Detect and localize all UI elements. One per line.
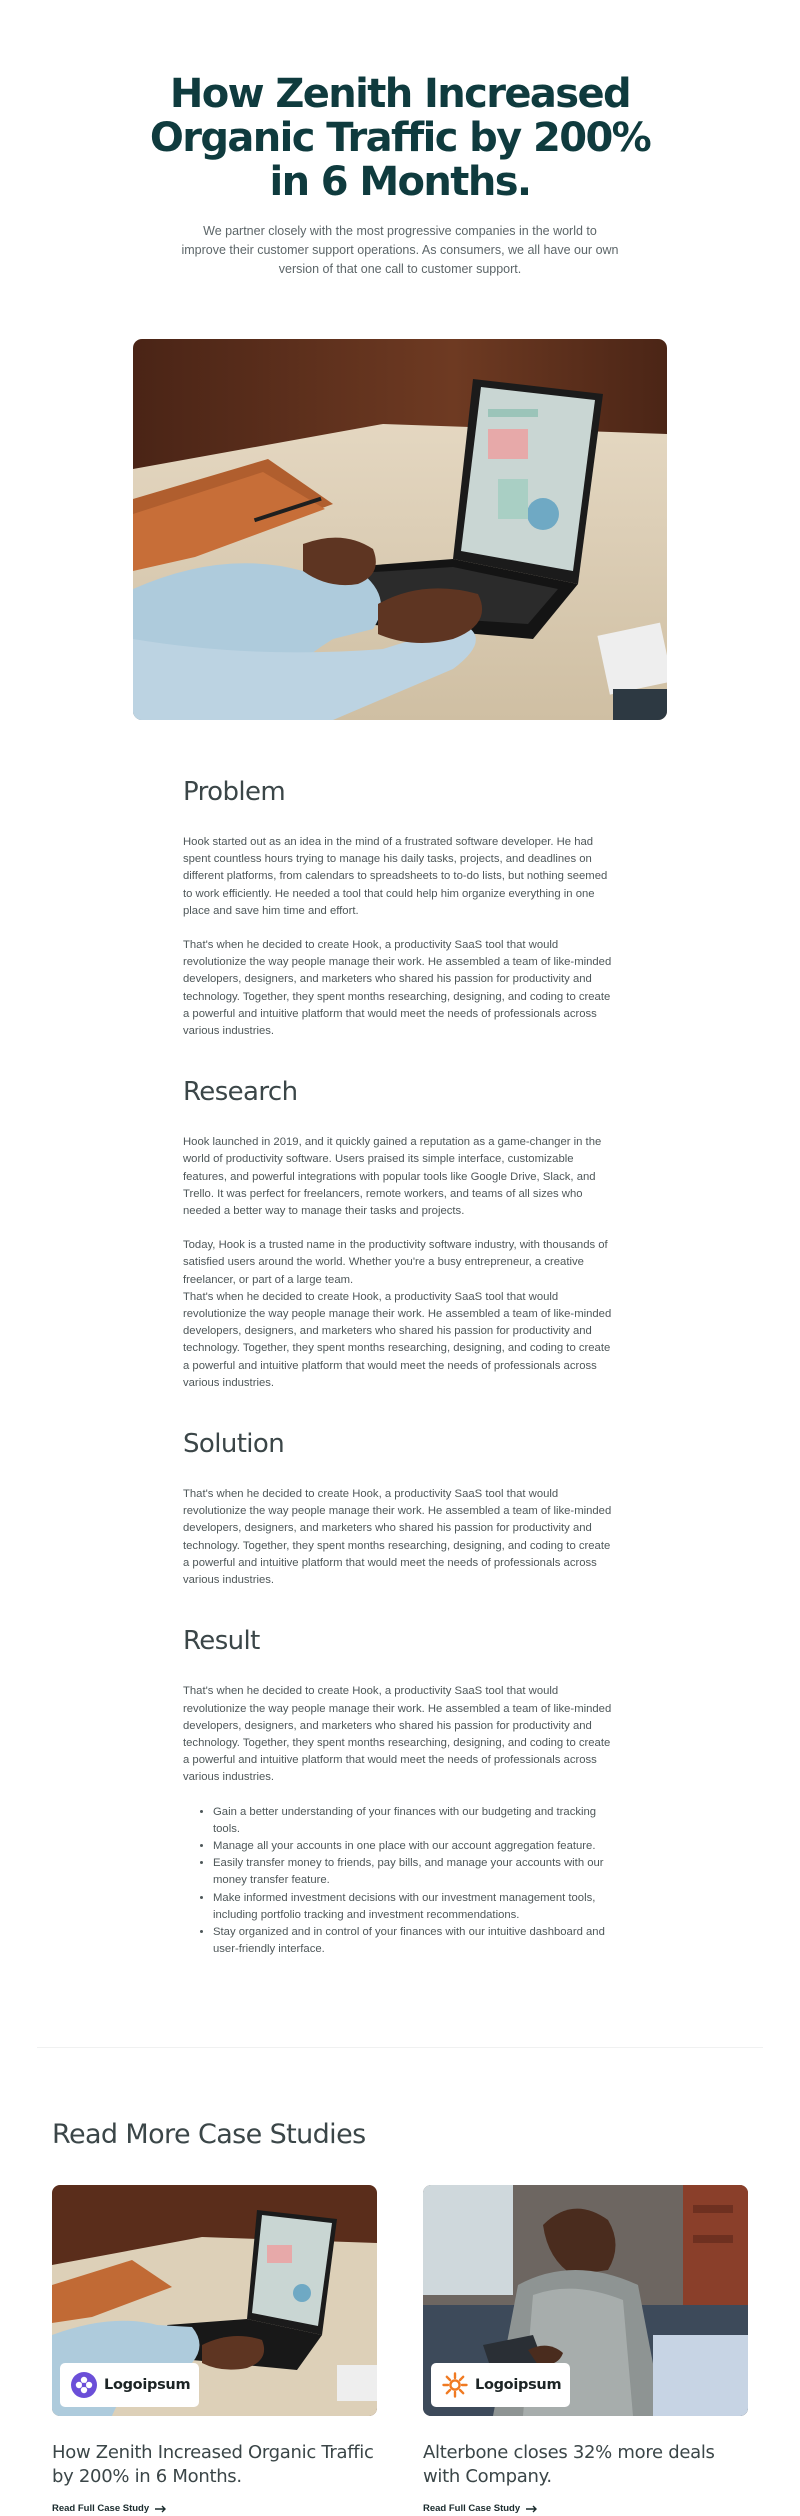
research-paragraph-2: Today, Hook is a trusted name in the productivity software industry, with thousands of satisfied users around the world. Whether you're a busy entrepreneur, a creative freelancer, or part of a large team. xyxy=(183,1239,608,1286)
purple-flower-logo-icon xyxy=(71,2372,97,2398)
case-study-content xyxy=(183,776,617,1958)
section-title-research: Research xyxy=(183,1077,298,1108)
logo-text: Logoipsum xyxy=(475,2377,562,2394)
problem-paragraph-1: Hook started out as an idea in the mind of a frustrated software developer. He had spent countless hours trying to manage his daily tasks, projects, and deadlines on different platforms, from calendars to spreadsheets to to-do lists, but nothing seemed to work efficiently. He needed a tool that could help him organize everything in one place and save him time and effort. xyxy=(183,836,608,917)
case-study-cards xyxy=(52,2185,748,2516)
solution-paragraph-1: That's when he decided to create Hook, a productivity SaaS tool that would revolutionize the way people manage their work. He assembled a team of like-minded developers, designers, and marketers who shared his passion for productivity and technology. Together, they spent months researching, designing, and coding to create a powerful and intuitive platform that would meet the needs of professionals across various industries. xyxy=(183,1488,612,1587)
case-study-card[interactable] xyxy=(423,2185,748,2516)
arrow-right-icon xyxy=(526,2505,538,2513)
list-item: • Easily transfer money to friends, pay bills, and manage your accounts with our money transfer feature. xyxy=(213,1855,617,1889)
hero-image-laptop-desk xyxy=(133,339,667,720)
link-label[interactable]: Read Full Case Study xyxy=(423,2503,521,2515)
link-label[interactable]: Read Full Case Study xyxy=(52,2503,150,2515)
section-title-solution: Solution xyxy=(183,1429,285,1460)
logo-badge xyxy=(431,2363,570,2407)
read-full-case-study-link[interactable] xyxy=(52,2503,167,2514)
problem-paragraph-2: That's when he decided to create Hook, a productivity SaaS tool that would revolutionize the way people manage their work. He assembled a team of like-minded developers, designers, and marketers who shared his passion for productivity and technology. Together, they spent months researching, designing, and coding to create a powerful and intuitive platform that would meet the needs of professionals across various industries. xyxy=(183,939,612,1038)
hero-section xyxy=(0,0,800,279)
list-item: • Stay organized and in control of your finances with our intuitive dashboard and user-friendly interface. xyxy=(213,1924,617,1958)
result-paragraph-1: That's when he decided to create Hook, a productivity SaaS tool that would revolutionize the way people manage their work. He assembled a team of like-minded developers, designers, and marketers who shared his passion for productivity and technology. Together, they spent months researching, designing, and coding to create a powerful and intuitive platform that would meet the needs of professionals across various industries. xyxy=(183,1685,612,1784)
section-divider xyxy=(37,2047,763,2048)
read-full-case-study-link[interactable] xyxy=(423,2503,538,2514)
logo-badge xyxy=(60,2363,199,2407)
more-case-studies-section xyxy=(52,2118,748,2516)
section-title-problem: Problem xyxy=(183,777,286,807)
card-image-woman-laptop[interactable] xyxy=(423,2185,748,2416)
result-bullet-list xyxy=(183,1804,617,1959)
card-title[interactable]: Alterbone closes 32% more deals with Company. xyxy=(423,2442,715,2488)
case-study-card[interactable] xyxy=(52,2185,377,2516)
list-item: • Manage all your accounts in one place with our account aggregation feature. xyxy=(213,1838,617,1855)
page-title: How Zenith Increased Organic Traffic by 200% in 6 Months. xyxy=(149,71,651,205)
hero-subtitle: We partner closely with the most progressive companies in the world to improve their customer support operations. As consumers, we all have our own version of that one call to customer support. xyxy=(181,224,619,276)
more-case-studies-title: Read More Case Studies xyxy=(52,2119,366,2151)
card-title[interactable]: How Zenith Increased Organic Traffic by 200% in 6 Months. xyxy=(52,2442,374,2488)
logo-text: Logoipsum xyxy=(104,2377,191,2394)
research-paragraph-3: That's when he decided to create Hook, a productivity SaaS tool that would revolutionize the way people manage their work. He assembled a team of like-minded developers, designers, and marketers who shared his passion for productivity and technology. Together, they spent months researching, designing, and coding to create a powerful and intuitive platform that would meet the needs of professionals across various industries. xyxy=(183,1290,612,1389)
card-image-laptop[interactable] xyxy=(52,2185,377,2416)
orange-sun-logo-icon xyxy=(442,2372,468,2398)
research-paragraph-1: Hook launched in 2019, and it quickly gained a reputation as a game-changer in the world of productivity software. Users praised its simple interface, customizable features, and powerful integrations with popular tools like Google Drive, Slack, and Trello. It was perfect for freelancers, remote workers, and teams of all sizes who needed a better way to manage their tasks and projects. xyxy=(183,1136,602,1218)
section-title-result: Result xyxy=(183,1626,260,1657)
arrow-right-icon xyxy=(155,2505,167,2513)
list-item: • Gain a better understanding of your finances with our budgeting and tracking tools. xyxy=(213,1804,617,1838)
list-item: • Make informed investment decisions with our investment management tools, including portfolio tracking and investment recommendations. xyxy=(213,1890,617,1924)
